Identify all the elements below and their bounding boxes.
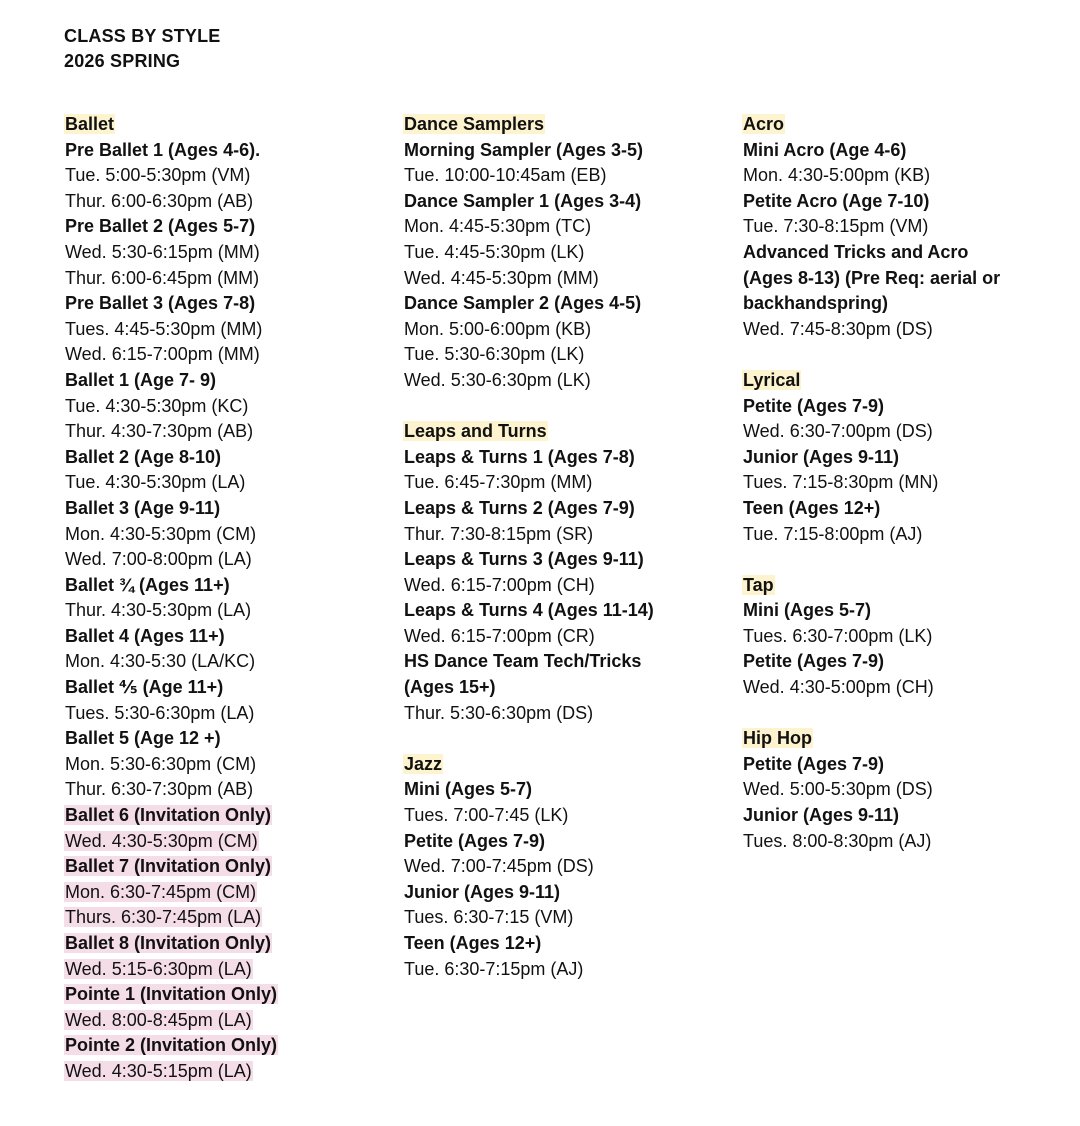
- line-text: Lyrical: [743, 369, 801, 390]
- class-time: [64, 522, 384, 548]
- line-text: Tue. 6:45-7:30pm (MM): [404, 472, 593, 493]
- class-time: [64, 240, 384, 266]
- class-time: [64, 394, 384, 420]
- class-name: [403, 496, 723, 522]
- line-text: Wed. 4:30-5:00pm (CH): [743, 677, 934, 698]
- line-text: Tue. 10:00-10:45am (EB): [404, 165, 607, 186]
- class-name: [742, 394, 1062, 420]
- class-time: [64, 266, 384, 292]
- line-text: Tues. 7:15-8:30pm (MN): [743, 472, 939, 493]
- class-name: [403, 291, 723, 317]
- class-time: [403, 266, 723, 292]
- line-text: Wed. 4:30-5:30pm (CM): [65, 830, 258, 851]
- section-heading: [403, 752, 723, 778]
- line-text: Jazz: [404, 753, 443, 774]
- class-name: [64, 496, 384, 522]
- line-text: Morning Sampler (Ages 3-5): [404, 139, 644, 160]
- line-text: Ballet 7 (Invitation Only): [65, 856, 272, 877]
- line-text: (Ages 15+): [404, 677, 496, 698]
- class-time: [403, 701, 723, 727]
- line-text: Mon. 6:30-7:45pm (CM): [65, 881, 257, 902]
- class-name: [742, 445, 1062, 471]
- line-text: Wed. 5:00-5:30pm (DS): [743, 779, 933, 800]
- line-text: Junior (Ages 9-11): [743, 805, 900, 826]
- class-name: [403, 880, 723, 906]
- line-text: Thur. 6:00-6:45pm (MM): [65, 267, 260, 288]
- line-text: Tue. 5:30-6:30pm (LK): [404, 344, 585, 365]
- section-spacer: [742, 701, 1062, 727]
- line-text: Ballet ⅘ (Age 11+): [65, 677, 224, 698]
- section-heading: [742, 368, 1062, 394]
- class-name: [64, 854, 384, 880]
- class-time: [742, 214, 1062, 240]
- line-text: Tues. 5:30-6:30pm (LA): [65, 702, 255, 723]
- class-time: [742, 522, 1062, 548]
- section-heading: [742, 726, 1062, 752]
- line-text: Dance Sampler 1 (Ages 3-4): [404, 190, 642, 211]
- line-text: Wed. 4:30-5:15pm (LA): [65, 1060, 252, 1081]
- class-name: [64, 982, 384, 1008]
- class-time: [64, 547, 384, 573]
- class-name: [742, 598, 1062, 624]
- section-heading: [64, 112, 384, 138]
- class-time: [403, 163, 723, 189]
- line-text: Thurs. 6:30-7:45pm (LA): [65, 907, 262, 928]
- class-name: [64, 138, 384, 164]
- line-text: Acro: [743, 114, 785, 134]
- line-text: Wed. 4:45-5:30pm (MM): [404, 267, 599, 288]
- line-text: Leaps and Turns: [404, 421, 547, 442]
- line-text: HS Dance Team Tech/Tricks: [404, 651, 642, 672]
- line-text: backhandspring): [743, 293, 889, 314]
- section-spacer: [403, 726, 723, 752]
- line-text: Wed. 6:15-7:00pm (CH): [404, 574, 595, 595]
- class-time: [403, 854, 723, 880]
- class-name: [64, 931, 384, 957]
- line-text: (Ages 8-13) (Pre Req: aerial or: [743, 267, 1001, 288]
- title-line-2: 2026 SPRING: [64, 51, 181, 71]
- line-text: Ballet 6 (Invitation Only): [65, 805, 272, 826]
- line-text: Mon. 4:45-5:30pm (TC): [404, 216, 592, 237]
- line-text: Ballet 8 (Invitation Only): [65, 933, 272, 953]
- line-text: Junior (Ages 9-11): [743, 446, 900, 467]
- class-time: [64, 189, 384, 215]
- class-name: [64, 291, 384, 317]
- line-text: Ballet 3 (Age 9-11): [65, 497, 221, 518]
- line-text: Advanced Tricks and Acro: [743, 241, 969, 262]
- class-name: [403, 649, 723, 675]
- line-text: Wed. 7:45-8:30pm (DS): [743, 318, 933, 339]
- class-name: [403, 931, 723, 957]
- line-text: Ballet ¾ (Ages 11+): [65, 574, 230, 595]
- class-time: [742, 624, 1062, 650]
- class-time: [64, 419, 384, 445]
- line-text: Ballet 4 (Ages 11+): [65, 625, 225, 646]
- section-heading: [742, 573, 1062, 599]
- line-text: Wed. 7:00-8:00pm (LA): [65, 549, 252, 570]
- class-time: [64, 1059, 384, 1085]
- line-text: Dance Sampler 2 (Ages 4-5): [404, 293, 642, 314]
- line-text: Dance Samplers: [404, 114, 545, 134]
- class-time: [742, 777, 1062, 803]
- line-text: Tue. 4:45-5:30pm (LK): [404, 241, 585, 262]
- line-text: Thur. 6:30-7:30pm (AB): [65, 779, 254, 800]
- line-text: Wed. 6:15-7:00pm (CR): [404, 625, 595, 646]
- class-time: [403, 214, 723, 240]
- class-time: [403, 522, 723, 548]
- line-text: Petite (Ages 7-9): [404, 830, 546, 851]
- line-text: Junior (Ages 9-11): [404, 881, 561, 902]
- class-time: [64, 342, 384, 368]
- line-text: Tue. 5:00-5:30pm (VM): [65, 165, 251, 186]
- class-name: [403, 547, 723, 573]
- line-text: Tues. 8:00-8:30pm (AJ): [743, 830, 932, 851]
- class-time: [403, 317, 723, 343]
- class-name: [403, 445, 723, 471]
- class-time: [742, 317, 1062, 343]
- line-text: Mini (Ages 5-7): [404, 779, 533, 800]
- class-name: [403, 829, 723, 855]
- class-time: [64, 317, 384, 343]
- line-text: Thur. 5:30-6:30pm (DS): [404, 702, 594, 723]
- class-name: [64, 1033, 384, 1059]
- class-time: [64, 598, 384, 624]
- section-heading: [742, 112, 1062, 138]
- class-time: [64, 777, 384, 803]
- class-time: [64, 701, 384, 727]
- line-text: Leaps & Turns 4 (Ages 11-14): [404, 600, 654, 621]
- class-name: [64, 214, 384, 240]
- document-title: [64, 24, 221, 74]
- class-time: [64, 752, 384, 778]
- line-text: Petite (Ages 7-9): [743, 753, 885, 774]
- class-name: [64, 445, 384, 471]
- line-text: Thur. 7:30-8:15pm (SR): [404, 523, 594, 544]
- line-text: Hip Hop: [743, 728, 812, 749]
- line-text: Pre Ballet 3 (Ages 7-8): [65, 293, 256, 314]
- line-text: Teen (Ages 12+): [404, 933, 542, 953]
- line-text: Tues. 6:30-7:00pm (LK): [743, 625, 933, 646]
- line-text: Wed. 5:30-6:15pm (MM): [65, 241, 260, 262]
- line-text: Tap: [743, 574, 774, 595]
- line-text: Tue. 4:30-5:30pm (LA): [65, 472, 246, 493]
- class-time: [742, 829, 1062, 855]
- class-name: [64, 726, 384, 752]
- line-text: Wed. 7:00-7:45pm (DS): [404, 856, 594, 877]
- class-time: [403, 957, 723, 983]
- class-name: [742, 189, 1062, 215]
- class-time: [742, 419, 1062, 445]
- class-time: [64, 905, 384, 931]
- class-name: [64, 675, 384, 701]
- class-time: [403, 240, 723, 266]
- line-text: Ballet: [65, 114, 115, 134]
- class-time: [64, 957, 384, 983]
- class-name: [742, 266, 1062, 292]
- line-text: Wed. 8:00-8:45pm (LA): [65, 1009, 252, 1030]
- class-time: [64, 470, 384, 496]
- line-text: Mon. 4:30-5:30 (LA/KC): [65, 651, 256, 672]
- line-text: Pointe 2 (Invitation Only): [65, 1035, 278, 1056]
- line-text: Ballet 1 (Age 7- 9): [65, 369, 217, 390]
- line-text: Pre Ballet 2 (Ages 5-7): [65, 216, 256, 237]
- column-3: [742, 112, 1062, 854]
- line-text: Pointe 1 (Invitation Only): [65, 984, 278, 1005]
- class-name: [64, 573, 384, 599]
- line-text: Thur. 4:30-5:30pm (LA): [65, 600, 252, 621]
- line-text: Tue. 7:30-8:15pm (VM): [743, 216, 929, 237]
- class-name: [742, 803, 1062, 829]
- title-line-1: CLASS BY STYLE: [64, 26, 221, 46]
- line-text: Tues. 4:45-5:30pm (MM): [65, 318, 263, 339]
- line-text: Mon. 4:30-5:30pm (CM): [65, 523, 257, 544]
- line-text: Petite (Ages 7-9): [743, 395, 885, 416]
- section-heading: [403, 112, 723, 138]
- class-name: [742, 752, 1062, 778]
- class-name: [403, 777, 723, 803]
- line-text: Wed. 5:15-6:30pm (LA): [65, 958, 252, 979]
- line-text: Teen (Ages 12+): [743, 497, 881, 518]
- class-time: [403, 905, 723, 931]
- line-text: Mini Acro (Age 4-6): [743, 139, 907, 160]
- line-text: Thur. 6:00-6:30pm (AB): [65, 190, 254, 211]
- line-text: Mon. 5:30-6:30pm (CM): [65, 753, 257, 774]
- line-text: Leaps & Turns 1 (Ages 7-8): [404, 446, 635, 467]
- line-text: Tue. 6:30-7:15pm (AJ): [404, 958, 584, 979]
- line-text: Thur. 4:30-7:30pm (AB): [65, 421, 254, 442]
- class-time: [403, 342, 723, 368]
- class-name: [742, 291, 1062, 317]
- line-text: Ballet 2 (Age 8-10): [65, 446, 222, 467]
- class-name: [742, 240, 1062, 266]
- line-text: Mini (Ages 5-7): [743, 600, 872, 621]
- section-spacer: [742, 342, 1062, 368]
- line-text: Pre Ballet 1 (Ages 4-6).: [65, 139, 261, 160]
- line-text: Ballet 5 (Age 12 +): [65, 728, 221, 749]
- column-2: [403, 112, 723, 982]
- class-name: [403, 189, 723, 215]
- class-time: [64, 829, 384, 855]
- line-text: Leaps & Turns 2 (Ages 7-9): [404, 497, 635, 518]
- class-name: [742, 496, 1062, 522]
- section-spacer: [742, 547, 1062, 573]
- column-1: [64, 112, 384, 1085]
- line-text: Wed. 5:30-6:30pm (LK): [404, 369, 591, 390]
- line-text: Tue. 7:15-8:00pm (AJ): [743, 523, 923, 544]
- class-name: [742, 138, 1062, 164]
- class-time: [403, 803, 723, 829]
- section-heading: [403, 419, 723, 445]
- line-text: Petite Acro (Age 7-10): [743, 190, 930, 211]
- class-time: [64, 1008, 384, 1034]
- class-time: [403, 624, 723, 650]
- class-time: [742, 163, 1062, 189]
- class-name: [64, 624, 384, 650]
- line-text: Mon. 5:00-6:00pm (KB): [404, 318, 592, 339]
- class-name: [403, 675, 723, 701]
- line-text: Tues. 6:30-7:15 (VM): [404, 907, 574, 928]
- line-text: Mon. 4:30-5:00pm (KB): [743, 165, 931, 186]
- class-name: [64, 368, 384, 394]
- class-time: [64, 649, 384, 675]
- class-time: [64, 163, 384, 189]
- line-text: Tues. 7:00-7:45 (LK): [404, 805, 569, 826]
- section-spacer: [403, 394, 723, 420]
- class-time: [403, 368, 723, 394]
- line-text: Leaps & Turns 3 (Ages 9-11): [404, 549, 644, 570]
- line-text: Wed. 6:30-7:00pm (DS): [743, 421, 933, 442]
- class-time: [403, 470, 723, 496]
- class-name: [64, 803, 384, 829]
- class-time: [403, 573, 723, 599]
- class-name: [403, 138, 723, 164]
- class-name: [742, 649, 1062, 675]
- line-text: Wed. 6:15-7:00pm (MM): [65, 344, 260, 365]
- line-text: Tue. 4:30-5:30pm (KC): [65, 395, 249, 416]
- class-time: [742, 470, 1062, 496]
- line-text: Petite (Ages 7-9): [743, 651, 885, 672]
- class-time: [64, 880, 384, 906]
- class-time: [742, 675, 1062, 701]
- class-name: [403, 598, 723, 624]
